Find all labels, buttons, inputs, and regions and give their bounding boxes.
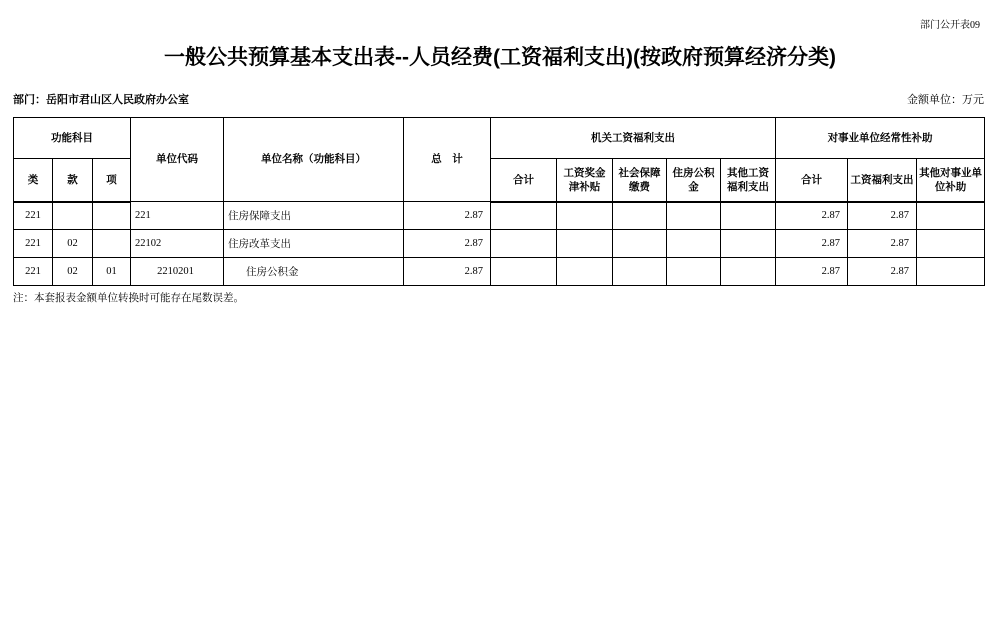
cell-kuan: 02: [53, 258, 93, 286]
header-inst-group: 对事业单位经常性补助: [776, 118, 985, 159]
header-org-housing-fund: 住房公积金: [667, 159, 721, 202]
table-row: [14, 230, 985, 258]
cell-org-housing-fund: [667, 258, 721, 286]
cell-inst-salary-welfare: 2.87: [848, 202, 917, 230]
amount-unit-label: 金额单位：万元: [907, 94, 984, 106]
cell-class: 221: [14, 258, 53, 286]
header-org-group: 机关工资福利支出: [491, 118, 776, 159]
table-row: [14, 258, 985, 286]
cell-total: 2.87: [404, 230, 491, 258]
cell-org-salary-bonus: [557, 258, 613, 286]
cell-org-subtotal: [491, 202, 557, 230]
header-kuan: 款: [53, 159, 93, 202]
header-org-subtotal: 合计: [491, 159, 557, 202]
header-inst-salary-welfare: 工资福利支出: [848, 159, 917, 202]
header-unit-code: 单位代码: [131, 118, 224, 202]
cell-inst-salary-welfare: 2.87: [848, 230, 917, 258]
cell-class: 221: [14, 230, 53, 258]
header-func-group: 功能科目: [14, 118, 131, 159]
cell-kuan: [53, 202, 93, 230]
cell-unit-code: 2210201: [131, 258, 224, 286]
cell-inst-subtotal: 2.87: [776, 258, 848, 286]
header-unit-name: 单位名称（功能科目）: [224, 118, 404, 202]
cell-unit-name: 住房改革支出: [224, 230, 404, 258]
cell-total: 2.87: [404, 202, 491, 230]
header-total: 总 计: [404, 118, 491, 202]
meta-row: [13, 91, 984, 107]
page-title: 一般公共预算基本支出表--人员经费(工资福利支出)(按政府预算经济分类): [164, 46, 836, 69]
cell-total: 2.87: [404, 258, 491, 286]
footer-note: 注：本套报表金额单位转换时可能存在尾数误差。: [13, 293, 244, 304]
cell-unit-code: 22102: [131, 230, 224, 258]
header-class: 类: [14, 159, 53, 202]
cell-org-subtotal: [491, 230, 557, 258]
cell-org-social-security: [613, 230, 667, 258]
cell-inst-subtotal: 2.87: [776, 202, 848, 230]
cell-org-other: [721, 258, 776, 286]
cell-inst-other: [917, 202, 985, 230]
cell-class: 221: [14, 202, 53, 230]
cell-org-housing-fund: [667, 202, 721, 230]
cell-unit-code: 221: [131, 202, 224, 230]
header-inst-other: 其他对事业单位补助: [917, 159, 985, 202]
header-xiang: 项: [93, 159, 131, 202]
cell-org-salary-bonus: [557, 230, 613, 258]
cell-org-other: [721, 202, 776, 230]
cell-org-social-security: [613, 258, 667, 286]
header-org-social-security: 社会保障缴费: [613, 159, 667, 202]
cell-org-social-security: [613, 202, 667, 230]
cell-org-other: [721, 230, 776, 258]
cell-xiang: [93, 202, 131, 230]
cell-xiang: 01: [93, 258, 131, 286]
cell-inst-subtotal: 2.87: [776, 230, 848, 258]
doc-code: 部门公开表09: [920, 20, 980, 31]
cell-org-housing-fund: [667, 230, 721, 258]
cell-inst-salary-welfare: 2.87: [848, 258, 917, 286]
cell-inst-other: [917, 230, 985, 258]
cell-unit-name: 住房公积金: [224, 258, 404, 286]
table-row: [14, 202, 985, 230]
cell-kuan: 02: [53, 230, 93, 258]
department-label: 部门：岳阳市君山区人民政府办公室: [13, 94, 189, 106]
cell-xiang: [93, 230, 131, 258]
budget-table: [13, 117, 985, 286]
header-inst-subtotal: 合计: [776, 159, 848, 202]
cell-org-subtotal: [491, 258, 557, 286]
cell-inst-other: [917, 258, 985, 286]
cell-org-salary-bonus: [557, 202, 613, 230]
header-org-salary-bonus: 工资奖金津补贴: [557, 159, 613, 202]
header-org-other: 其他工资福利支出: [721, 159, 776, 202]
cell-unit-name: 住房保障支出: [224, 202, 404, 230]
